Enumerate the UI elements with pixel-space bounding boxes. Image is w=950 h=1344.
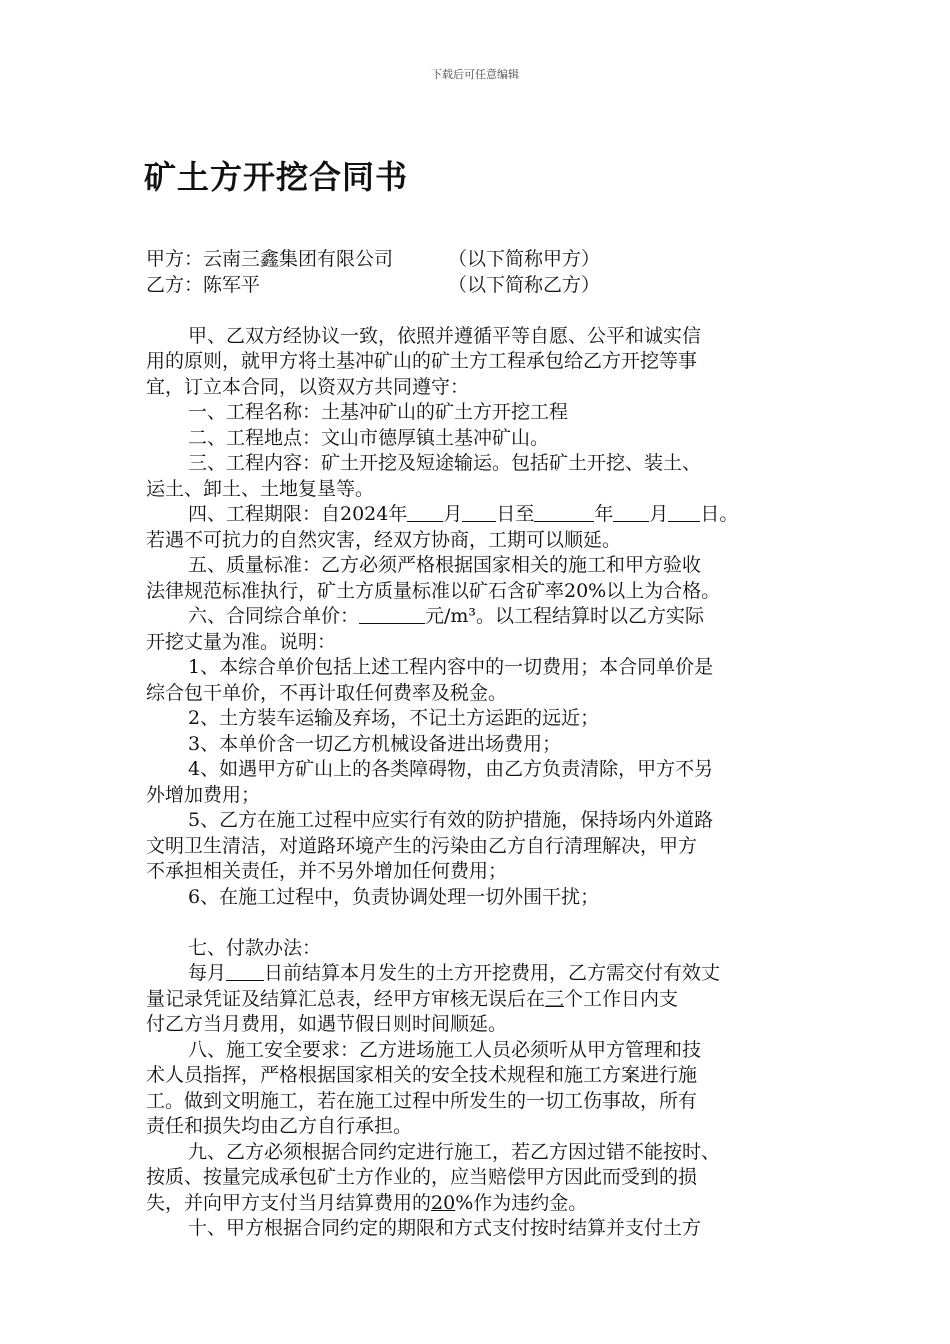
- text-segment: 四、工程期限：自2024年: [188, 503, 408, 525]
- filled-field: 20: [431, 1191, 456, 1214]
- clause-9-breach: 九、乙方必须根据合同约定进行施工，若乙方因过错不能按时、: [188, 1140, 721, 1163]
- note-item-5-cont: 不承担相关责任，并不另外增加任何费用；: [146, 860, 508, 882]
- blank-field: [407, 503, 443, 522]
- clause-5-quality: 五、质量标准：乙方必须严格根据国家相关的施工和甲方验收: [188, 554, 702, 576]
- clause-8-safety-cont: 责任和损失均由乙方自行承担。: [146, 1115, 413, 1137]
- blank-field: [359, 605, 425, 624]
- text-segment: 年: [594, 503, 614, 525]
- text-segment: 个工作日内支: [564, 987, 679, 1010]
- clause-8-safety-cont: 术人员指挥，严格根据国家相关的安全技术规程和施工方案进行施: [146, 1064, 698, 1086]
- clause-6-unit-price-cont: 开挖丈量为准。说明：: [146, 630, 337, 653]
- text-segment: 失，并向甲方支付当月结算费用的: [146, 1191, 432, 1214]
- blank-field: [462, 503, 496, 522]
- party-b-line: [146, 273, 816, 299]
- clause-9-breach-cont: 按质、按量完成承包矿土方作业的，应当赔偿甲方因此而受到的损: [146, 1166, 698, 1188]
- note-item-1: 1、本综合单价包括上述工程内容中的一切费用；本合同单价是: [188, 656, 714, 678]
- text-segment: 日至: [496, 503, 535, 525]
- clause-8-safety: 八、施工安全要求：乙方进场施工人员必须听从甲方管理和技: [188, 1038, 702, 1061]
- party-b-label: 乙方：陈军平: [146, 273, 261, 296]
- clause-7-payment: 七、付款办法：: [188, 936, 322, 959]
- note-item-6: 6、在施工过程中，负责协调处理一切外围干扰；: [188, 885, 600, 908]
- clause-10-settlement: 十、甲方根据合同约定的期限和方式支付按时结算并支付土方: [188, 1217, 702, 1239]
- clause-4-duration: [146, 502, 816, 528]
- clause-5-quality-cont: 法律规范标准执行，矿土方质量标准以矿石含矿率20%以上为合格。: [146, 579, 721, 602]
- party-b-note: （以下简称乙方）: [448, 273, 601, 296]
- text-segment: 量记录凭证及结算汇总表，经甲方审核无误后在: [146, 987, 546, 1010]
- clause-7-payment-detail: [146, 961, 816, 987]
- text-segment: 月: [649, 503, 669, 525]
- contract-body: [146, 247, 816, 1242]
- text-segment: 元/m³。以工程结算时以乙方实际: [425, 605, 705, 627]
- clause-8-safety-cont: 工。做到文明施工，若在施工过程中所发生的一切工伤事故，所有: [146, 1089, 698, 1112]
- document-title: 矿土方开挖合同书: [144, 158, 409, 196]
- clause-7-payment-cont: [146, 987, 816, 1013]
- blank-field: [226, 962, 264, 981]
- party-a-label: 甲方：云南三鑫集团有限公司: [146, 248, 394, 270]
- intro-line: 甲、乙双方经协议一致，依照并遵循平等自愿、公平和诚实信: [188, 324, 702, 347]
- clause-9-breach-cont: [146, 1191, 816, 1217]
- clause-7-payment-cont: 付乙方当月费用，如遇节假日则时间顺延。: [146, 1013, 508, 1035]
- note-item-2: 2、土方装车运输及弃场，不记土方运距的远近；: [188, 707, 600, 729]
- text-segment: %作为违约金。: [455, 1191, 588, 1214]
- party-a-note: （以下简称甲方）: [448, 248, 601, 270]
- party-a-line: [146, 247, 816, 273]
- note-item-5: 5、乙方在施工过程中应实行有效的防护措施，保持场内外道路: [188, 809, 714, 831]
- blank-field: [534, 503, 594, 522]
- text-segment: 每月: [188, 962, 227, 984]
- text-segment: 日前结算本月发生的土方开挖费用，乙方需交付有效丈: [264, 962, 721, 984]
- spacer: [146, 298, 816, 324]
- clause-6-unit-price: [146, 604, 816, 630]
- filled-field: 三: [545, 987, 565, 1010]
- spacer: [146, 910, 816, 936]
- note-item-4: 4、如遇甲方矿山上的各类障碍物，由乙方负责清除，甲方不另: [188, 758, 714, 780]
- note-item-4-cont: 外增加费用；: [146, 783, 261, 806]
- clause-1-project-name: 一、工程名称：土基冲矿山的矿土方开挖工程: [188, 401, 569, 423]
- text-segment: 六、合同综合单价：: [188, 605, 360, 627]
- text-segment: 日。: [700, 503, 739, 525]
- blank-field: [613, 503, 649, 522]
- intro-line: 用的原则，就甲方将土基冲矿山的矿土方工程承包给乙方开挖等事: [146, 350, 698, 372]
- text-segment: 月: [443, 503, 463, 525]
- clause-4-duration-cont: 若遇不可抗力的自然灾害，经双方协商，工期可以顺延。: [146, 528, 622, 551]
- note-item-1-cont: 综合包干单价，不再计取任何费率及税金。: [146, 681, 508, 704]
- clause-3-scope-cont: 运土、卸土、土地复垦等。: [146, 477, 375, 500]
- blank-field: [668, 503, 700, 522]
- clause-2-project-location: 二、工程地点：文山市德厚镇土基冲矿山。: [188, 426, 550, 449]
- note-item-5-cont: 文明卫生清洁，对道路环境产生的污染由乙方自行清理解决，甲方: [146, 834, 698, 857]
- note-item-3: 3、本单价含一切乙方机械设备进出场费用；: [188, 732, 562, 755]
- header-note: 下载后可任意编辑: [431, 68, 519, 81]
- intro-line: 宜，订立本合同，以资双方共同遵守：: [146, 375, 470, 398]
- clause-3-scope: 三、工程内容：矿土开挖及短途输运。包括矿土开挖、装土、: [188, 452, 702, 474]
